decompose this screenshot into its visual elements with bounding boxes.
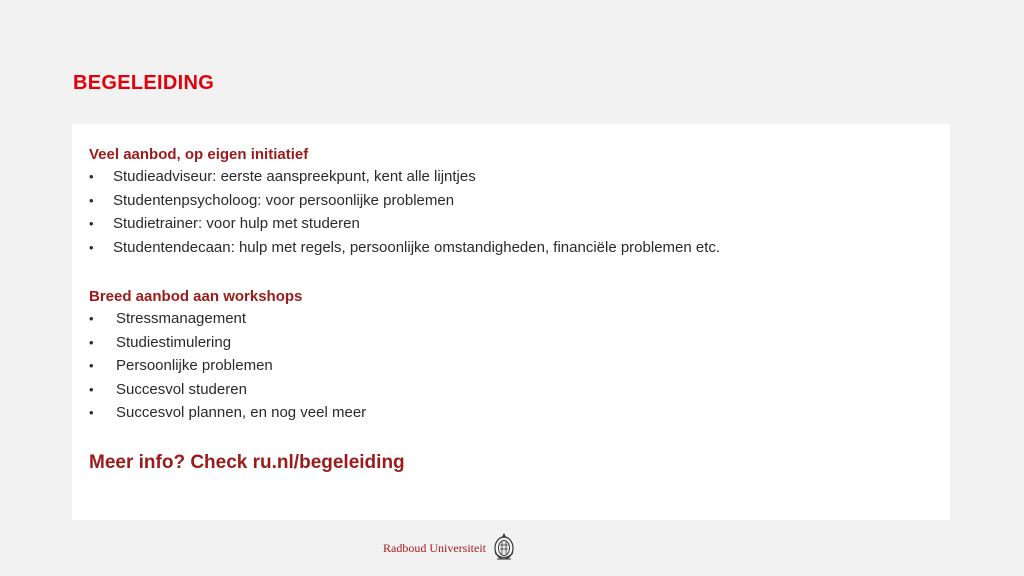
radboud-seal-icon [492,532,516,564]
list-item-text: Persoonlijke problemen [116,357,273,374]
list-item-text: Succesvol plannen, en nog veel meer [116,404,367,421]
bullet-icon: • [89,334,94,350]
list-item-text: Studiestimulering [116,333,232,351]
list-item-text: Studieadviseur: eerste aanspreekpunt, kent alle lijntjes [113,168,476,185]
more-info-text: Meer info? Check ru.nl/begeleiding [89,452,405,473]
list-item-text: Studentendecaan: hulp met regels, persoonlijke omstandigheden, financiële problemen etc. [113,238,721,256]
list-item [89,168,720,192]
bullet-icon: • [89,311,94,326]
content-card [72,124,950,520]
bullet-icon: • [89,239,94,255]
list-item [89,334,366,358]
list-item [89,310,366,334]
logo-text: Radboud Universiteit [383,540,486,555]
list-item-text: Stressmanagement [116,310,247,327]
list-item [89,357,366,381]
list-item [89,381,366,405]
bullet-icon: • [89,358,94,373]
bullet-icon: • [89,405,94,420]
bullet-icon: • [89,169,94,184]
list-item-text: Studentenpsycholoog: voor persoonlijke problemen [113,191,455,209]
bullet-icon: • [89,381,94,397]
list-item [89,239,720,263]
list-item [89,215,720,239]
university-logo [383,532,516,564]
bullet-icon: • [89,192,94,208]
workshop-list [89,310,366,428]
list-item-text: Studietrainer: voor hulp met studeren [113,215,360,232]
section-heading-workshops: Breed aanbod aan workshops [89,288,303,305]
list-item [89,404,366,428]
list-item-text: Succesvol studeren [116,380,247,398]
support-list [89,168,720,262]
bullet-icon: • [89,216,94,231]
list-item [89,192,720,216]
section-heading-aanbod: Veel aanbod, op eigen initiatief [89,146,309,163]
page-title: BEGELEIDING [73,72,215,94]
